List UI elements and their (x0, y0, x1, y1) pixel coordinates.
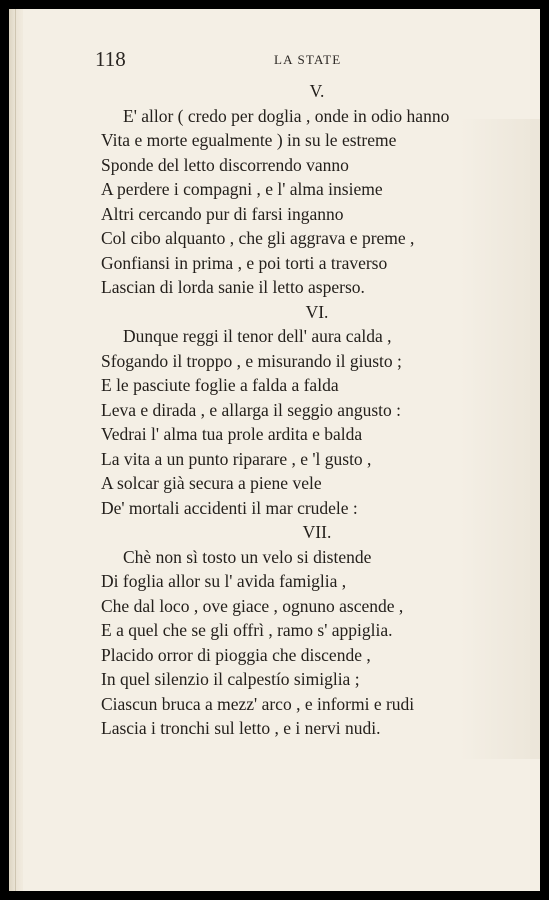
verse-line: A solcar già secura a piene vele (101, 473, 322, 493)
stanza (101, 79, 531, 300)
verse-line: Di foglia allor su l' avida famiglia , (101, 571, 347, 591)
running-title: LA STATE (274, 52, 342, 67)
verse-line: E le pasciute foglie a falda a falda (101, 375, 339, 395)
verse-line: Sponde del letto discorrendo vanno (101, 154, 349, 175)
verse-line: Dunque reggi il tenor dell' aura calda , (123, 326, 392, 346)
verse-line: Vita e morte egualmente ) in su le estreme (101, 130, 397, 150)
gutter-fold-line (15, 9, 16, 891)
page-number: 118 (95, 47, 126, 71)
verse-line: In quel silenzio il calpestío simiglia ; (101, 669, 360, 689)
poem-text (101, 79, 531, 741)
stanza-number: VII. (302, 522, 332, 542)
verse-line: Altri cercando pur di farsi inganno (101, 203, 344, 224)
stanza-number: VI. (305, 301, 329, 322)
verse-line: Chè non sì tosto un velo si distende (123, 546, 372, 567)
verse-line: Lascia i tronchi sul letto , e i nervi nudi. (101, 718, 381, 738)
stanza-number: V. (309, 81, 325, 101)
verse-line: E a quel che se gli offrì , ramo s' appiglia. (101, 620, 393, 640)
page-header (9, 47, 540, 77)
verse-line: Che dal loco , ove giace , ognuno ascende , (101, 595, 404, 616)
verse-line: Sfogando il troppo , e misurando il giusto ; (101, 350, 402, 371)
verse-line: Placido orror di pioggia che discende , (101, 644, 371, 665)
verse-line: Col cibo alquanto , che gli aggrava e preme , (101, 228, 415, 248)
stanza (101, 520, 531, 741)
verse-line: E' allor ( credo per doglia , onde in odio hanno (123, 105, 450, 126)
verse-line: De' mortali accidenti il mar crudele : (101, 497, 358, 518)
book-page (9, 9, 540, 891)
verse-line: Lascian di lorda sanie il letto asperso. (101, 277, 365, 297)
verse-line: A perdere i compagni , e l' alma insieme (101, 179, 383, 199)
stanza (101, 300, 531, 521)
verse-line: Gonfiansi in prima , e poi torti a traverso (101, 252, 388, 273)
verse-line: Ciascun bruca a mezz' arco , e informi e rudi (101, 693, 415, 714)
verse-line: La vita a un punto riparare , e 'l gusto , (101, 448, 372, 469)
verse-line: Vedrai l' alma tua prole ardita e balda (101, 424, 363, 444)
page-gutter (9, 9, 23, 891)
verse-line: Leva e dirada , e allarga il seggio angusto : (101, 399, 401, 420)
